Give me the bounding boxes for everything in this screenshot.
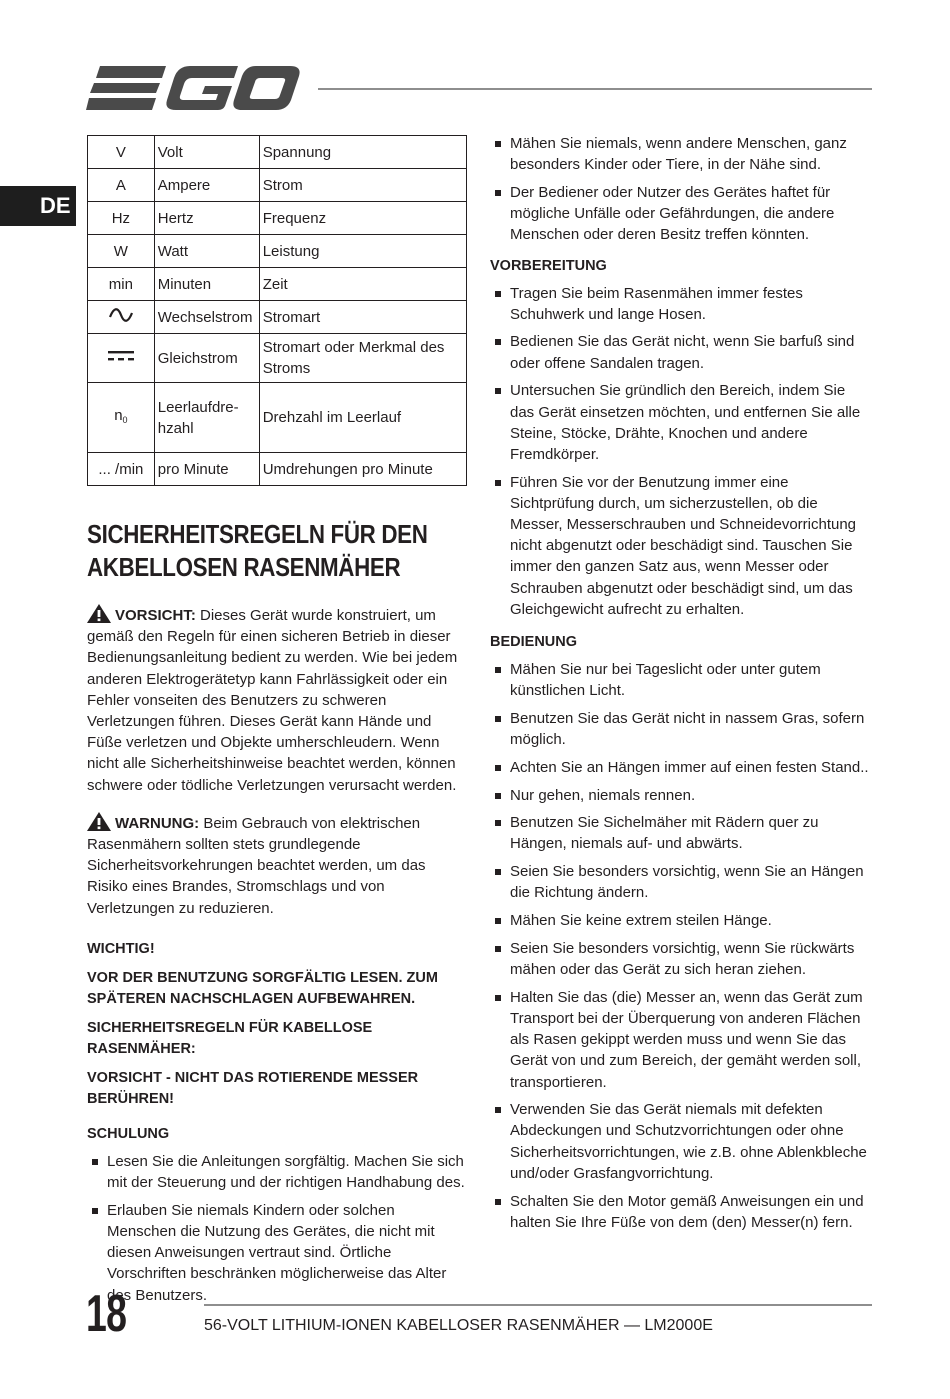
symbol-text: V bbox=[115, 143, 126, 161]
symbol-cell bbox=[88, 301, 155, 334]
table-row bbox=[88, 301, 467, 334]
warning-text: Beim Gebrauch von elektrischen Rasenmähern sollten stets grundlegende Sicherheitsvorkehrungen beachtet werden, um das Risiko eines Brandes, Stromschlags und von Verletzungen zu reduzieren. bbox=[87, 814, 426, 917]
symbol-cell bbox=[88, 334, 155, 383]
meaning-cell: Strom bbox=[259, 169, 466, 202]
meaning-cell: Stromart oder Merkmal des Stroms bbox=[259, 334, 466, 383]
name-cell: Hertz bbox=[154, 202, 259, 235]
symbol-cell bbox=[88, 169, 155, 202]
name-cell: Leerlaufdre- hzahl bbox=[154, 383, 259, 453]
symbol-cell bbox=[88, 136, 155, 169]
list-item: Seien Sie besonders vorsichtig, wenn Sie an Hängen die Richtung ändern. bbox=[490, 861, 872, 903]
schulung-list-continued bbox=[490, 133, 872, 246]
symbol-cell bbox=[88, 235, 155, 268]
name-cell: Wechselstrom bbox=[154, 301, 259, 334]
table-row bbox=[88, 383, 467, 453]
warning-block bbox=[87, 812, 467, 919]
page-title: SICHERHEITSREGELN FÜR DEN AKBELLOSEN RASENMÄHER bbox=[87, 519, 428, 582]
table-row bbox=[88, 453, 467, 486]
list-item: Führen Sie vor der Benutzung immer eine Sichtprüfung durch, um sicherzustellen, ob die Messer, Messerschrauben und Schneidevorrichtung nicht abgenutzt oder beschädigt sind. Tauschen Sie immer den ganzen Satz aus, wenn Messer oder Schrauben abgenutzt oder beschädigt sind, um das Gleichgewicht aufrecht zu erhalten. bbox=[490, 472, 872, 620]
footer-title: 56-VOLT LITHIUM-IONEN KABELLOSER RASENMÄHER — LM2000E bbox=[204, 1317, 713, 1334]
name-cell: Ampere bbox=[154, 169, 259, 202]
notice-blade-caution: VORSICHT - NICHT DAS ROTIERENDE MESSER BERÜHREN! bbox=[87, 1069, 419, 1107]
meaning-cell: Spannung bbox=[259, 136, 466, 169]
meaning-cell: Zeit bbox=[259, 268, 466, 301]
symbol-text: n bbox=[114, 406, 123, 424]
bedienung-list bbox=[490, 659, 872, 1233]
warning-triangle-icon bbox=[87, 812, 111, 831]
table-row bbox=[88, 235, 467, 268]
notice-read-carefully: VOR DER BENUTZUNG SORGFÄLTIG LESEN. ZUM SPÄTEREN NACHSCHLAGEN AUFBEWAHREN. bbox=[87, 969, 438, 1007]
list-item: Untersuchen Sie gründlich den Bereich, indem Sie das Gerät einsetzen möchten, und entfernen Sie alle Steine, Stöcke, Drähte, Knochen und andere Fremdkörper. bbox=[490, 380, 872, 465]
list-item: Benutzen Sie das Gerät nicht in nassem Gras, sofern möglich. bbox=[490, 708, 872, 750]
symbol-subscript: 0 bbox=[122, 414, 128, 425]
list-item: Achten Sie an Hängen immer auf einen festen Stand.. bbox=[490, 757, 872, 778]
symbol-text: Hz bbox=[111, 209, 131, 227]
direct-current-icon bbox=[107, 348, 135, 369]
symbol-text: min bbox=[108, 275, 133, 293]
caution-label: VORSICHT: bbox=[115, 607, 196, 624]
caution-text: Dieses Gerät wurde konstruiert, um gemäß den Regeln für einen sicheren Betrieb in dieser Bedienungsanleitung bedient zu werden. Wie bei jedem anderen Elektrogerätetyp kann Fahrlässigkeit oder ein Fehler vonseiten des Benutzers zu schweren Verletzungen führen. Dieses Gerät kann Hände und Füße verletzen und Objekte umherschleudern. Wenn nicht alle Sicherheitshinweise beachtet werden, können schwere oder tödliche Verletzungen verursacht werden. bbox=[87, 607, 458, 794]
right-column bbox=[490, 133, 872, 1239]
notice-important: WICHTIG! bbox=[87, 940, 155, 957]
ego-logo bbox=[86, 62, 300, 114]
list-item: Schalten Sie den Motor gemäß Anweisungen ein und halten Sie Ihre Füße von dem (den) Messer(n) fern. bbox=[490, 1191, 872, 1233]
footer-rule bbox=[204, 1304, 872, 1306]
list-item: Nur gehen, niemals rennen. bbox=[490, 785, 872, 806]
alternating-current-icon bbox=[108, 307, 134, 328]
language-tab: DE bbox=[0, 186, 76, 226]
table-row bbox=[88, 334, 467, 383]
name-cell: pro Minute bbox=[154, 453, 259, 486]
list-item: Lesen Sie die Anleitungen sorgfältig. Machen Sie sich mit der Steuerung und der richtigen Handhabung des. bbox=[87, 1151, 467, 1193]
caution-block bbox=[87, 604, 467, 796]
section-heading-schulung: SCHULUNG bbox=[87, 1125, 170, 1142]
symbol-table bbox=[87, 135, 467, 486]
meaning-cell: Leistung bbox=[259, 235, 466, 268]
list-item: Mähen Sie keine extrem steilen Hänge. bbox=[490, 910, 872, 931]
list-item: Tragen Sie beim Rasenmähen immer festes Schuhwerk und lange Hosen. bbox=[490, 283, 872, 325]
section-heading-bedienung: BEDIENUNG bbox=[490, 634, 578, 651]
meaning-cell: Stromart bbox=[259, 301, 466, 334]
name-cell: Watt bbox=[154, 235, 259, 268]
table-row bbox=[88, 202, 467, 235]
list-item: Halten Sie das (die) Messer an, wenn das Gerät zum Transport bei der Überquerung von anderen Flächen als Rasen gekippt werden muss und wenn Sie das Gerät von und zum Bereich, der gemäht werden soll, transportieren. bbox=[490, 987, 872, 1093]
section-heading-vorbereitung: VORBEREITUNG bbox=[490, 257, 607, 274]
symbol-text: ... /min bbox=[98, 460, 144, 478]
vorbereitung-list bbox=[490, 283, 872, 621]
list-item: Der Bediener oder Nutzer des Gerätes haftet für mögliche Unfälle oder Gefährdungen, die andere Menschen oder deren Besitz treffen könnten. bbox=[490, 182, 872, 246]
symbol-cell bbox=[88, 453, 155, 486]
symbol-cell bbox=[88, 383, 155, 453]
list-item: Mähen Sie niemals, wenn andere Menschen, ganz besonders Kinder oder Tiere, in der Nähe sind. bbox=[490, 133, 872, 175]
list-item: Seien Sie besonders vorsichtig, wenn Sie rückwärts mähen oder das Gerät zu sich heran ziehen. bbox=[490, 938, 872, 980]
meaning-cell: Drehzahl im Leerlauf bbox=[259, 383, 466, 453]
left-column bbox=[87, 135, 467, 1312]
symbol-text: W bbox=[113, 242, 128, 260]
name-cell: Volt bbox=[154, 136, 259, 169]
list-item: Erlauben Sie niemals Kindern oder solchen Menschen die Nutzung des Gerätes, die nicht mit diesen Anweisungen vertraut sind. Örtliche Vorschriften beschränken möglicherweise das Alter des Benutzers. bbox=[87, 1200, 467, 1306]
name-cell: Minuten bbox=[154, 268, 259, 301]
header-rule bbox=[318, 88, 872, 90]
warning-label: WARNUNG: bbox=[115, 814, 200, 832]
symbol-cell bbox=[88, 268, 155, 301]
notice-safety-rules: SICHERHEITSREGELN FÜR KABELLOSE RASENMÄHER: bbox=[87, 1019, 373, 1057]
meaning-cell: Umdrehungen pro Minute bbox=[259, 453, 466, 486]
table-row bbox=[88, 169, 467, 202]
list-item: Benutzen Sie Sichelmäher mit Rädern quer zu Hängen, niemals auf- und abwärts. bbox=[490, 812, 872, 854]
symbol-text: A bbox=[115, 176, 126, 194]
table-row bbox=[88, 268, 467, 301]
meaning-cell: Frequenz bbox=[259, 202, 466, 235]
table-row bbox=[88, 136, 467, 169]
list-item: Verwenden Sie das Gerät niemals mit defekten Abdeckungen und Schutzvorrichtungen oder ohne Sicherheitsvorrichtungen, wie z.B. ohne Ablenkbleche und/oder Grasfangvorrichtung. bbox=[490, 1099, 872, 1184]
list-item: Mähen Sie nur bei Tageslicht oder unter gutem künstlichen Licht. bbox=[490, 659, 872, 701]
schulung-list bbox=[87, 1151, 467, 1306]
name-cell: Gleichstrom bbox=[154, 334, 259, 383]
symbol-cell bbox=[88, 202, 155, 235]
page-number: 18 bbox=[86, 1285, 127, 1343]
list-item: Bedienen Sie das Gerät nicht, wenn Sie barfuß sind oder offene Sandalen tragen. bbox=[490, 331, 872, 373]
warning-triangle-icon bbox=[87, 604, 111, 623]
